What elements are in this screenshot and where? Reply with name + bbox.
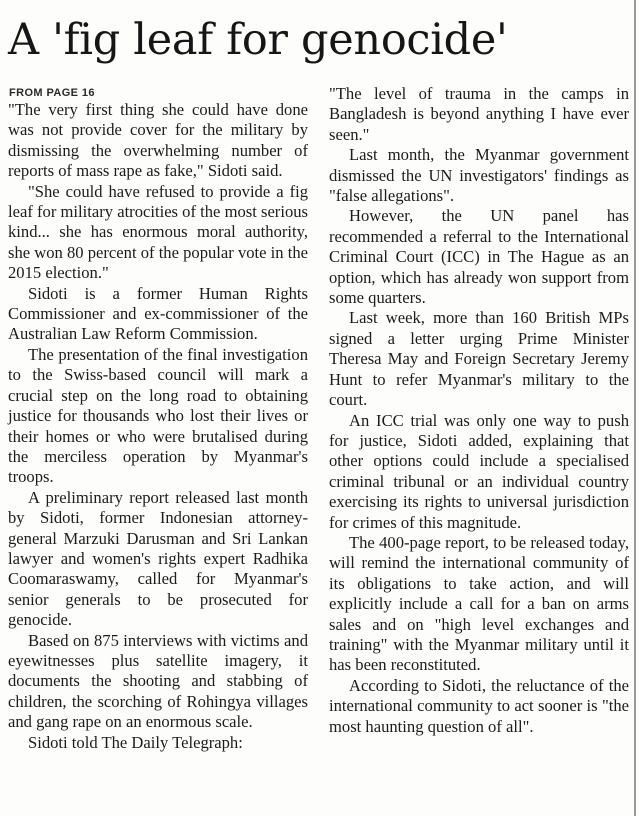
headline: A 'fig leaf for genocide' — [8, 15, 508, 65]
column-edge-rule — [634, 0, 636, 816]
paragraph: Last month, the Myanmar government dismissed the UN investigators' findings as "false allegations". — [329, 145, 629, 206]
continued-from-label: FROM PAGE 16 — [9, 87, 95, 99]
article-column-left — [8, 84, 308, 753]
paragraph: However, the UN panel has recommended a referral to the International Criminal Court (ICC) in The Hague as an option, which has already won support from some quarters. — [329, 206, 629, 308]
paragraph: "The very first thing she could have done was not provide cover for the military by dismissing the overwhelming number of reports of mass rape as fake," Sidoti said. — [8, 100, 308, 181]
paragraph: Sidoti told The Daily Telegraph: — [28, 732, 243, 752]
paragraph: The 400-page report, to be released today, will remind the international community of its obligations to take action, and will explicitly include a call for a ban on arms sales and on "high level exchanges and training" with the Myanmar military until it has been reconstituted. — [329, 532, 629, 675]
paragraph: "The level of trauma in the camps in Bangladesh is beyond anything I have ever seen." — [329, 84, 629, 144]
paragraph: Based on 875 interviews with victims and eyewitnesses plus satellite imagery, it documents the shooting and stabbing of children, the scorching of Rohingya villages and gang rape on an enormous scale. — [8, 630, 308, 732]
paragraph: Sidoti is a former Human Rights Commissioner and ex-commissioner of the Australian Law Reform Commission. — [8, 283, 308, 344]
paragraph: A preliminary report released last month by Sidoti, former Indonesian attorney-general Marzuki Darusman and Sri Lankan lawyer and women's rights expert Radhika Coomaraswamy, called for Myanmar's senior generals to be prosecuted for genocide. — [8, 487, 308, 630]
paragraph: The presentation of the final investigation to the Swiss-based council will mark a crucial step on the long road to obtaining justice for thousands who lost their lives or their homes or who were brutalised during the merciless operation by Myanmar's troops. — [8, 344, 308, 487]
paragraph: Last week, more than 160 British MPs signed a letter urging Prime Minister Theresa May and Foreign Secretary Jeremy Hunt to refer Myanmar's military to the court. — [329, 308, 629, 410]
paragraph: "She could have refused to provide a fig leaf for military atrocities of the most serious kind... she has enormous moral authority, she won 80 percent of the popular vote in the 2015 election." — [8, 181, 308, 283]
paragraph: An ICC trial was only one way to push for justice, Sidoti added, explaining that other options could include a specialised criminal tribunal or an individual country exercising its rights to universal jurisdiction for crimes of this magnitude. — [329, 410, 629, 532]
article-column-right — [329, 84, 629, 737]
paragraph: According to Sidoti, the reluctance of the international community to act sooner is "the most haunting question of all". — [329, 675, 629, 736]
